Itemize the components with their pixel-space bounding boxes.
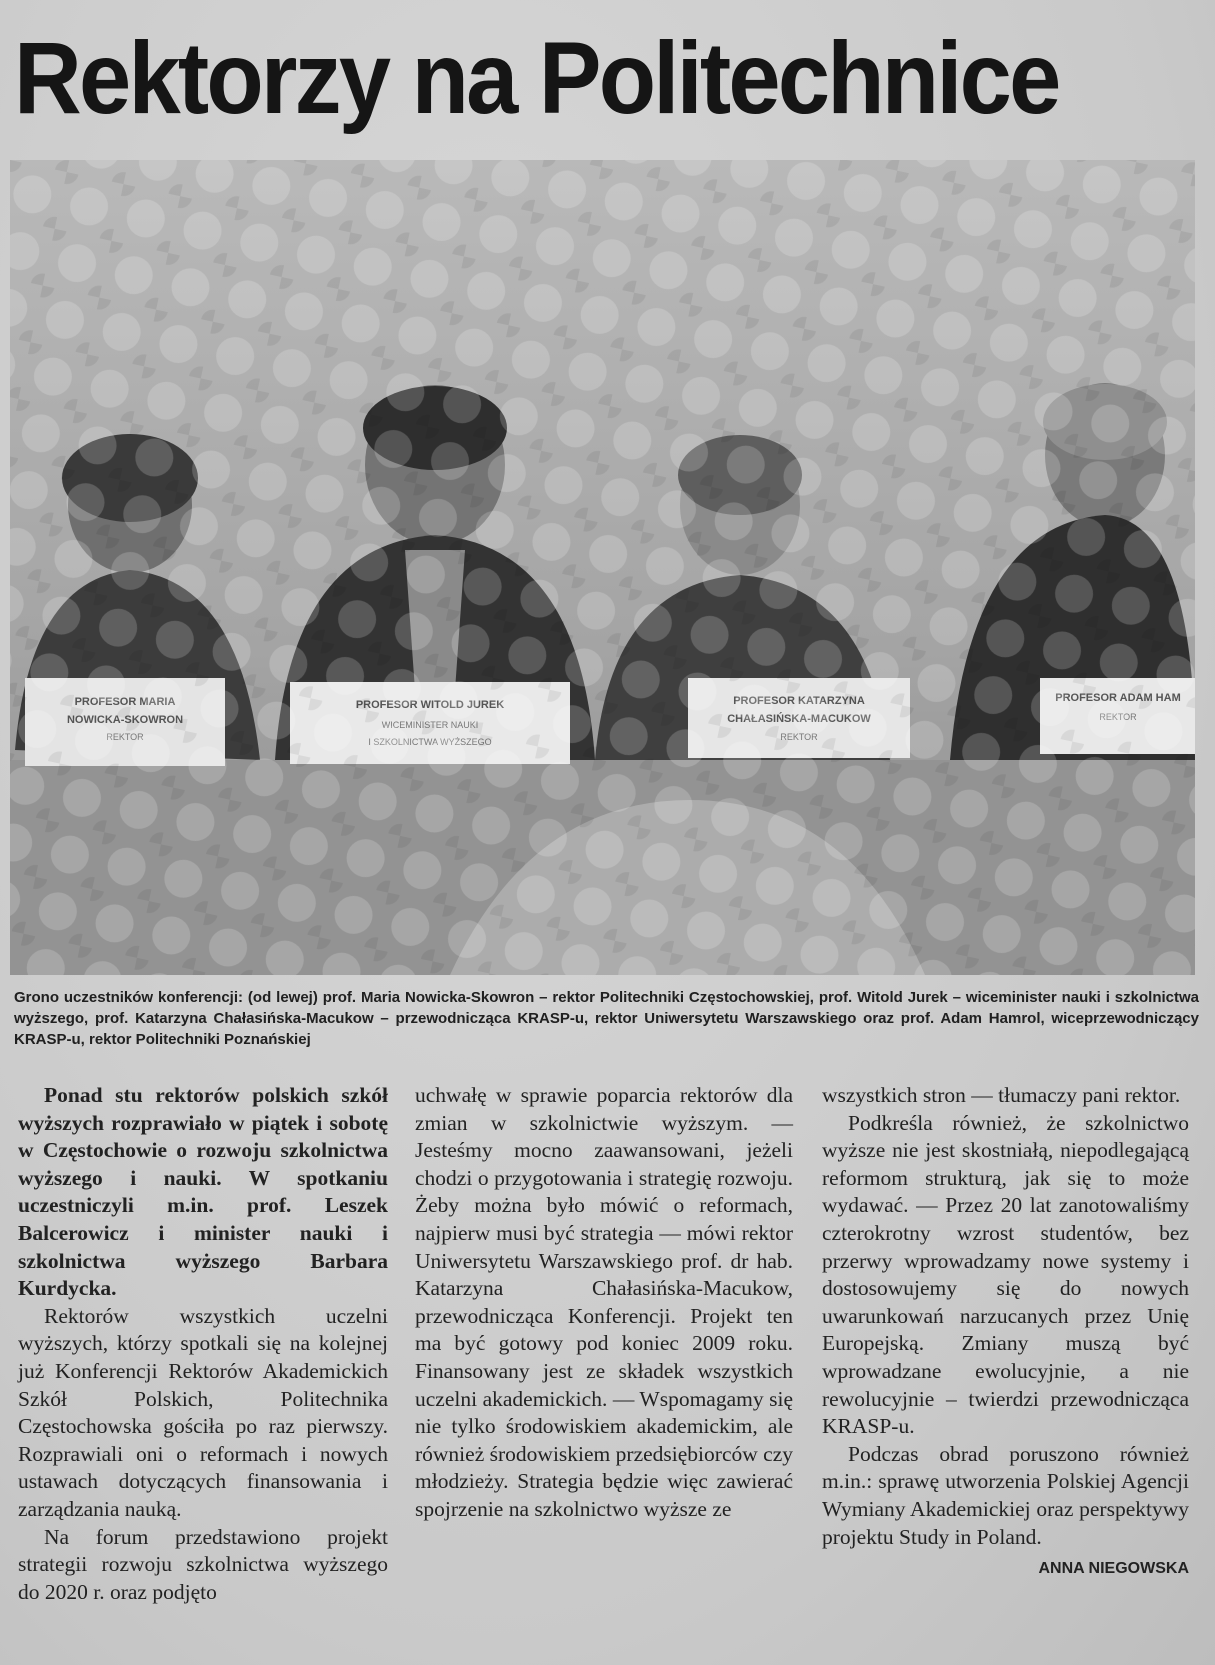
photo-caption: Grono uczestników konferencji: (od lewej) prof. Maria Nowicka-Skowron – rektor Politechniki Częstochowskiej, prof. Witold Jurek – wiceminister nauki i szkolnictwa wyższego, prof. Katarzyna Chałasińska-Macukow – przewodnicząca KRASP-u, rektor Uniwersytetu Warszawskiego oraz prof. Adam Hamrol, wiceprzewodniczący KRASP-u, rektor Politechniki Poznańskiej (14, 989, 1199, 1048)
article-lead: Ponad stu rektorów polskich szkół wyższych rozprawiało w piątek i sobotę w Częstochowie o rozwoju szkolnictwa wyższego i nauki. W spotkaniu uczestniczyli m.in. prof. Leszek Balcerowicz i minister nauki i szkolnictwa wyższego Barbara Kurdycka. (18, 1083, 388, 1301)
article-paragraph-text: Podczas obrad poruszono również m.in.: sprawę utworzenia Polskiej Agencji Wymiany Akademickiej oraz perspektywy projektu Study in Poland. (822, 1441, 1189, 1549)
article-author: ANNA NIEGOWSKA (1038, 1560, 1189, 1578)
article-photo (10, 160, 1195, 975)
article-paragraph (822, 1441, 1189, 1578)
article-paragraph: uchwałę w sprawie poparcia rektorów dla zmian w szkolnictwie wyższym. — Jesteśmy mocno zaawansowani, jeżeli chodzi o przygotowania i strategię rozwoju. Żeby można było mówić o reformach, najpierw musi być strategia — mówi rektor Uniwersytetu Warszawskiego prof. dr hab. Katarzyna Chałasińska-Macukow, przewodnicząca Konferencji. Projekt ten ma być gotowy pod koniec 2009 roku. Finansowany jest ze składek wszystkich uczelni akademickich. — Wspomagamy się nie tylko środowiskiem akademickim, ale również środowiskiem przedsiębiorców czy młodzieży. Strategia będzie więc zawierać spojrzenie na szkolnictwo wyższe ze (415, 1083, 793, 1521)
headline: Rektorzy na Politechnice (14, 21, 1059, 135)
article-column-2 (415, 1082, 793, 1524)
article-column-1 (18, 1082, 388, 1606)
article-paragraph: Podkreśla również, że szkolnictwo wyższe nie jest skostniałą, niepodlegającą reformom strukturą, jak się to może wydawać. — Przez 20 lat zanotowaliśmy czterokrotny wzrost studentów, bez przerwy wprowadzamy nowe systemy i dostosowujemy się do nowych uwarunkowań narzucanych przez Unię Europejską. Zmiany muszą być wprowadzane ewolucyjnie, a nie rewolucyjnie – twierdzi przewodnicząca KRASP-u. (822, 1110, 1189, 1439)
article-paragraph: Na forum przedstawiono projekt strategii rozwoju szkolnictwa wyższego do 2020 r. oraz podjęto (18, 1524, 388, 1604)
article-column-3 (822, 1082, 1189, 1583)
article-paragraph: Rektorów wszystkich uczelni wyższych, którzy spotkali się na kolejnej już Konferencji Rektorów Akademickich Szkół Polskich, Politechnika Częstochowska gościła po raz pierwszy. Rozprawiali oni o reformach i nowych ustawach dotyczących finansowania i zarządzania nauką. (18, 1303, 388, 1521)
article-paragraph: wszystkich stron — tłumaczy pani rektor. (822, 1083, 1181, 1107)
